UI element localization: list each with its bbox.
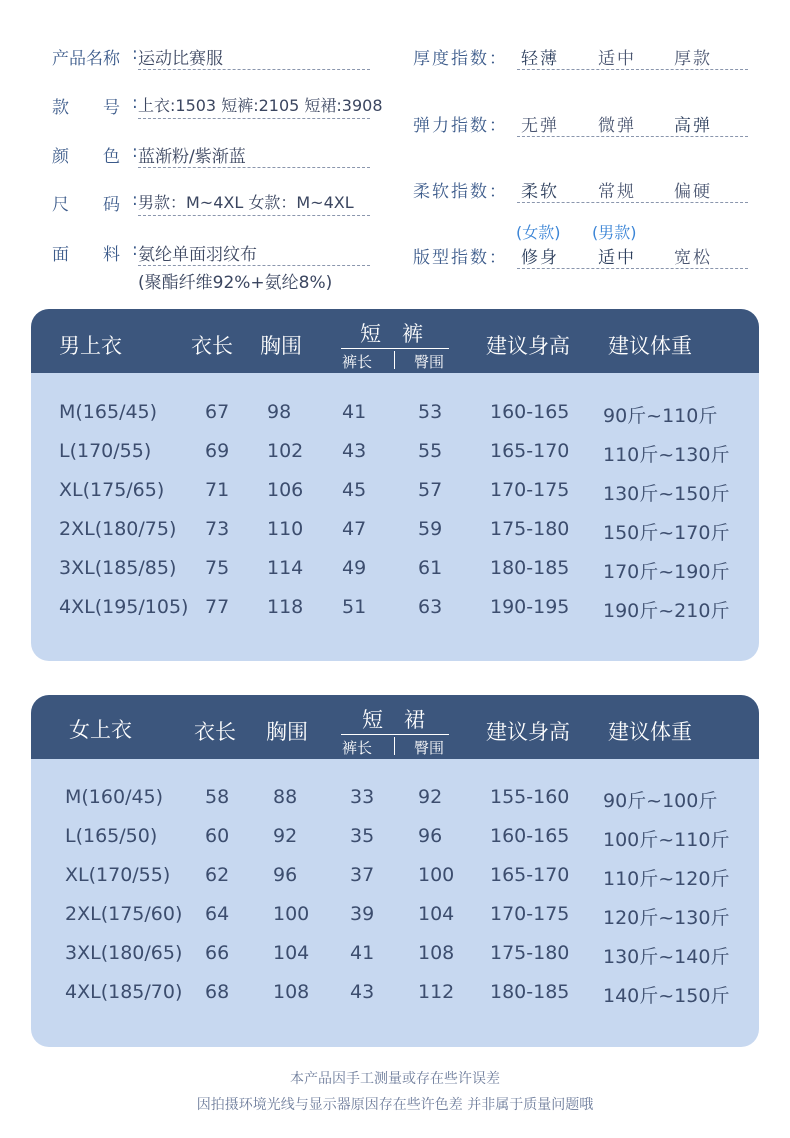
men-header-length: 衣长	[191, 334, 233, 358]
men-cell-size: 3XL(185/85)	[59, 557, 177, 579]
men-cell-weight: 150斤~170斤	[603, 522, 730, 544]
men-cell-weight: 170斤~190斤	[603, 561, 730, 583]
women-cell-height: 155-160	[490, 786, 570, 808]
men-cell-height: 180-185	[490, 557, 570, 579]
men-table-row	[31, 401, 759, 440]
men-cell-chest: 118	[267, 596, 304, 618]
women-cell-size: M(160/45)	[65, 786, 164, 808]
women-cell-length: 58	[205, 786, 230, 808]
men-cell-pants-length: 45	[342, 479, 367, 501]
women-cell-height: 170-175	[490, 903, 570, 925]
men-table-row	[31, 557, 759, 596]
softness-option-soft: 柔软	[521, 182, 559, 202]
men-cell-hip: 61	[418, 557, 443, 579]
men-cell-chest: 102	[267, 440, 304, 462]
men-cell-hip: 55	[418, 440, 443, 462]
women-cell-size: 4XL(185/70)	[65, 981, 183, 1003]
women-cell-pants-length: 39	[350, 903, 375, 925]
men-table-row	[31, 440, 759, 479]
women-header-hip: 臀围	[414, 739, 445, 757]
women-cell-chest: 92	[273, 825, 298, 847]
divider	[138, 265, 370, 266]
men-cell-hip: 53	[418, 401, 443, 423]
men-cell-pants-length: 47	[342, 518, 367, 540]
women-cell-pants-length: 33	[350, 786, 375, 808]
men-table-row	[31, 479, 759, 518]
fit-option-regular: 适中	[598, 248, 636, 268]
women-table-row	[31, 981, 759, 1020]
elasticity-option-slight: 微弹	[598, 116, 636, 136]
men-cell-length: 71	[205, 479, 230, 501]
women-cell-hip: 92	[418, 786, 443, 808]
info-fabric-composition: (聚酯纤维92%+氨纶8%)	[138, 273, 333, 293]
divider	[394, 351, 395, 369]
women-cell-hip: 104	[418, 903, 455, 925]
softness-option-stiff: 偏硬	[674, 182, 712, 202]
thickness-label: 厚度指数：	[413, 49, 508, 69]
men-cell-pants-length: 43	[342, 440, 367, 462]
women-table-row	[31, 786, 759, 825]
women-cell-length: 66	[205, 942, 230, 964]
women-cell-height: 180-185	[490, 981, 570, 1003]
women-cell-chest: 104	[273, 942, 310, 964]
divider	[138, 215, 370, 216]
men-cell-hip: 57	[418, 479, 443, 501]
women-cell-size: L(165/50)	[65, 825, 158, 847]
women-cell-chest: 100	[273, 903, 310, 925]
men-cell-pants-length: 41	[342, 401, 367, 423]
women-header-garment: 女上衣	[69, 718, 132, 742]
women-cell-chest: 96	[273, 864, 298, 886]
fit-option-slim: 修身	[521, 248, 559, 268]
women-cell-weight: 140斤~150斤	[603, 985, 730, 1007]
women-header-pants-length: 裤长	[342, 739, 373, 757]
women-header-skirt: 短 裙	[362, 708, 425, 732]
women-cell-height: 165-170	[490, 864, 570, 886]
men-header-pants-length: 裤长	[342, 353, 373, 371]
women-table-row	[31, 942, 759, 981]
women-cell-height: 175-180	[490, 942, 570, 964]
women-cell-height: 160-165	[490, 825, 570, 847]
info-fabric-value: 氨纶单面羽纹布	[138, 245, 257, 265]
men-header-shorts: 短 裤	[360, 322, 423, 346]
elasticity-label: 弹力指数：	[413, 116, 508, 136]
info-style-value: 上衣:1503 短裤:2105 短裙:3908	[138, 96, 383, 115]
women-table-row	[31, 864, 759, 903]
measurement-note: 本产品因手工测量或存在些许误差	[290, 1071, 500, 1087]
color-note: 因拍摄环境光线与显示器原因存在些许色差 并非属于质量问题哦	[196, 1097, 594, 1113]
men-cell-weight: 90斤~110斤	[603, 405, 718, 427]
men-cell-size: XL(175/65)	[59, 479, 165, 501]
men-cell-chest: 110	[267, 518, 304, 540]
info-color-colon: :	[132, 142, 138, 162]
elasticity-option-high: 高弹	[674, 116, 712, 136]
fit-tag-women: (女款)	[516, 223, 561, 242]
women-cell-hip: 100	[418, 864, 455, 886]
divider	[138, 118, 370, 119]
men-header-chest: 胸围	[260, 334, 302, 358]
women-table-header	[31, 695, 759, 759]
men-cell-size: 2XL(180/75)	[59, 518, 177, 540]
women-cell-hip: 108	[418, 942, 455, 964]
info-size-colon: :	[132, 190, 138, 210]
softness-option-regular: 常规	[598, 182, 636, 202]
softness-label: 柔软指数：	[413, 182, 508, 202]
women-cell-weight: 110斤~120斤	[603, 868, 730, 890]
men-header-garment: 男上衣	[59, 334, 122, 358]
women-cell-chest: 88	[273, 786, 298, 808]
info-fabric-label: 面 料	[52, 245, 120, 265]
fit-tag-men: (男款)	[592, 223, 637, 242]
men-header-weight: 建议体重	[608, 334, 692, 358]
women-table-row	[31, 903, 759, 942]
men-cell-height: 170-175	[490, 479, 570, 501]
men-cell-length: 75	[205, 557, 230, 579]
women-cell-length: 68	[205, 981, 230, 1003]
men-table-row	[31, 518, 759, 557]
men-cell-size: 4XL(195/105)	[59, 596, 189, 618]
info-color-label: 颜 色	[52, 147, 120, 167]
women-cell-weight: 90斤~100斤	[603, 790, 718, 812]
divider	[138, 69, 370, 70]
women-cell-pants-length: 37	[350, 864, 375, 886]
divider	[517, 268, 748, 269]
women-cell-length: 64	[205, 903, 230, 925]
men-cell-length: 73	[205, 518, 230, 540]
women-table-row	[31, 825, 759, 864]
thickness-option-thick: 厚款	[674, 49, 712, 69]
info-name-colon: :	[132, 44, 138, 64]
men-table-row	[31, 596, 759, 635]
women-size-table	[31, 695, 759, 1047]
info-size-value: 男款：M~4XL 女款：M~4XL	[138, 193, 354, 212]
women-cell-chest: 108	[273, 981, 310, 1003]
men-cell-length: 69	[205, 440, 230, 462]
men-cell-pants-length: 51	[342, 596, 367, 618]
divider	[138, 167, 370, 168]
men-cell-weight: 110斤~130斤	[603, 444, 730, 466]
women-cell-hip: 112	[418, 981, 455, 1003]
men-header-hip: 臀围	[414, 353, 445, 371]
divider	[341, 348, 449, 349]
thickness-option-thin: 轻薄	[521, 49, 559, 69]
men-cell-size: M(165/45)	[59, 401, 158, 423]
women-cell-length: 62	[205, 864, 230, 886]
men-cell-weight: 130斤~150斤	[603, 483, 730, 505]
men-cell-chest: 114	[267, 557, 304, 579]
men-header-height: 建议身高	[486, 334, 570, 358]
men-size-table	[31, 309, 759, 661]
men-cell-pants-length: 49	[342, 557, 367, 579]
divider	[517, 136, 748, 137]
women-header-weight: 建议体重	[608, 720, 692, 744]
info-style-label: 款 号	[52, 98, 120, 118]
women-cell-pants-length: 35	[350, 825, 375, 847]
men-cell-hip: 59	[418, 518, 443, 540]
elasticity-option-none: 无弹	[521, 116, 559, 136]
women-cell-pants-length: 41	[350, 942, 375, 964]
divider	[517, 69, 748, 70]
info-size-label: 尺 码	[52, 195, 120, 215]
women-cell-length: 60	[205, 825, 230, 847]
men-cell-weight: 190斤~210斤	[603, 600, 730, 622]
fit-label: 版型指数：	[413, 248, 508, 268]
men-cell-height: 160-165	[490, 401, 570, 423]
women-cell-size: XL(170/55)	[65, 864, 171, 886]
women-cell-weight: 120斤~130斤	[603, 907, 730, 929]
info-name-value: 运动比赛服	[138, 49, 223, 69]
men-cell-height: 165-170	[490, 440, 570, 462]
info-color-value: 蓝渐粉/紫渐蓝	[138, 147, 246, 167]
men-cell-chest: 106	[267, 479, 304, 501]
women-cell-size: 2XL(175/60)	[65, 903, 183, 925]
women-header-chest: 胸围	[266, 720, 308, 744]
women-header-height: 建议身高	[486, 720, 570, 744]
info-name-label: 产品名称	[52, 49, 120, 69]
men-cell-chest: 98	[267, 401, 292, 423]
men-cell-height: 175-180	[490, 518, 570, 540]
women-cell-weight: 130斤~140斤	[603, 946, 730, 968]
info-fabric-colon: :	[132, 240, 138, 260]
divider	[517, 202, 748, 203]
men-cell-length: 67	[205, 401, 230, 423]
divider	[341, 734, 449, 735]
women-cell-weight: 100斤~110斤	[603, 829, 730, 851]
men-cell-height: 190-195	[490, 596, 570, 618]
women-cell-size: 3XL(180/65)	[65, 942, 183, 964]
men-cell-length: 77	[205, 596, 230, 618]
men-table-header	[31, 309, 759, 373]
women-cell-hip: 96	[418, 825, 443, 847]
women-header-length: 衣长	[194, 720, 236, 744]
women-cell-pants-length: 43	[350, 981, 375, 1003]
fit-option-loose: 宽松	[674, 248, 712, 268]
men-cell-size: L(170/55)	[59, 440, 152, 462]
divider	[394, 737, 395, 755]
info-style-colon: :	[132, 93, 138, 113]
thickness-option-medium: 适中	[598, 49, 636, 69]
men-cell-hip: 63	[418, 596, 443, 618]
